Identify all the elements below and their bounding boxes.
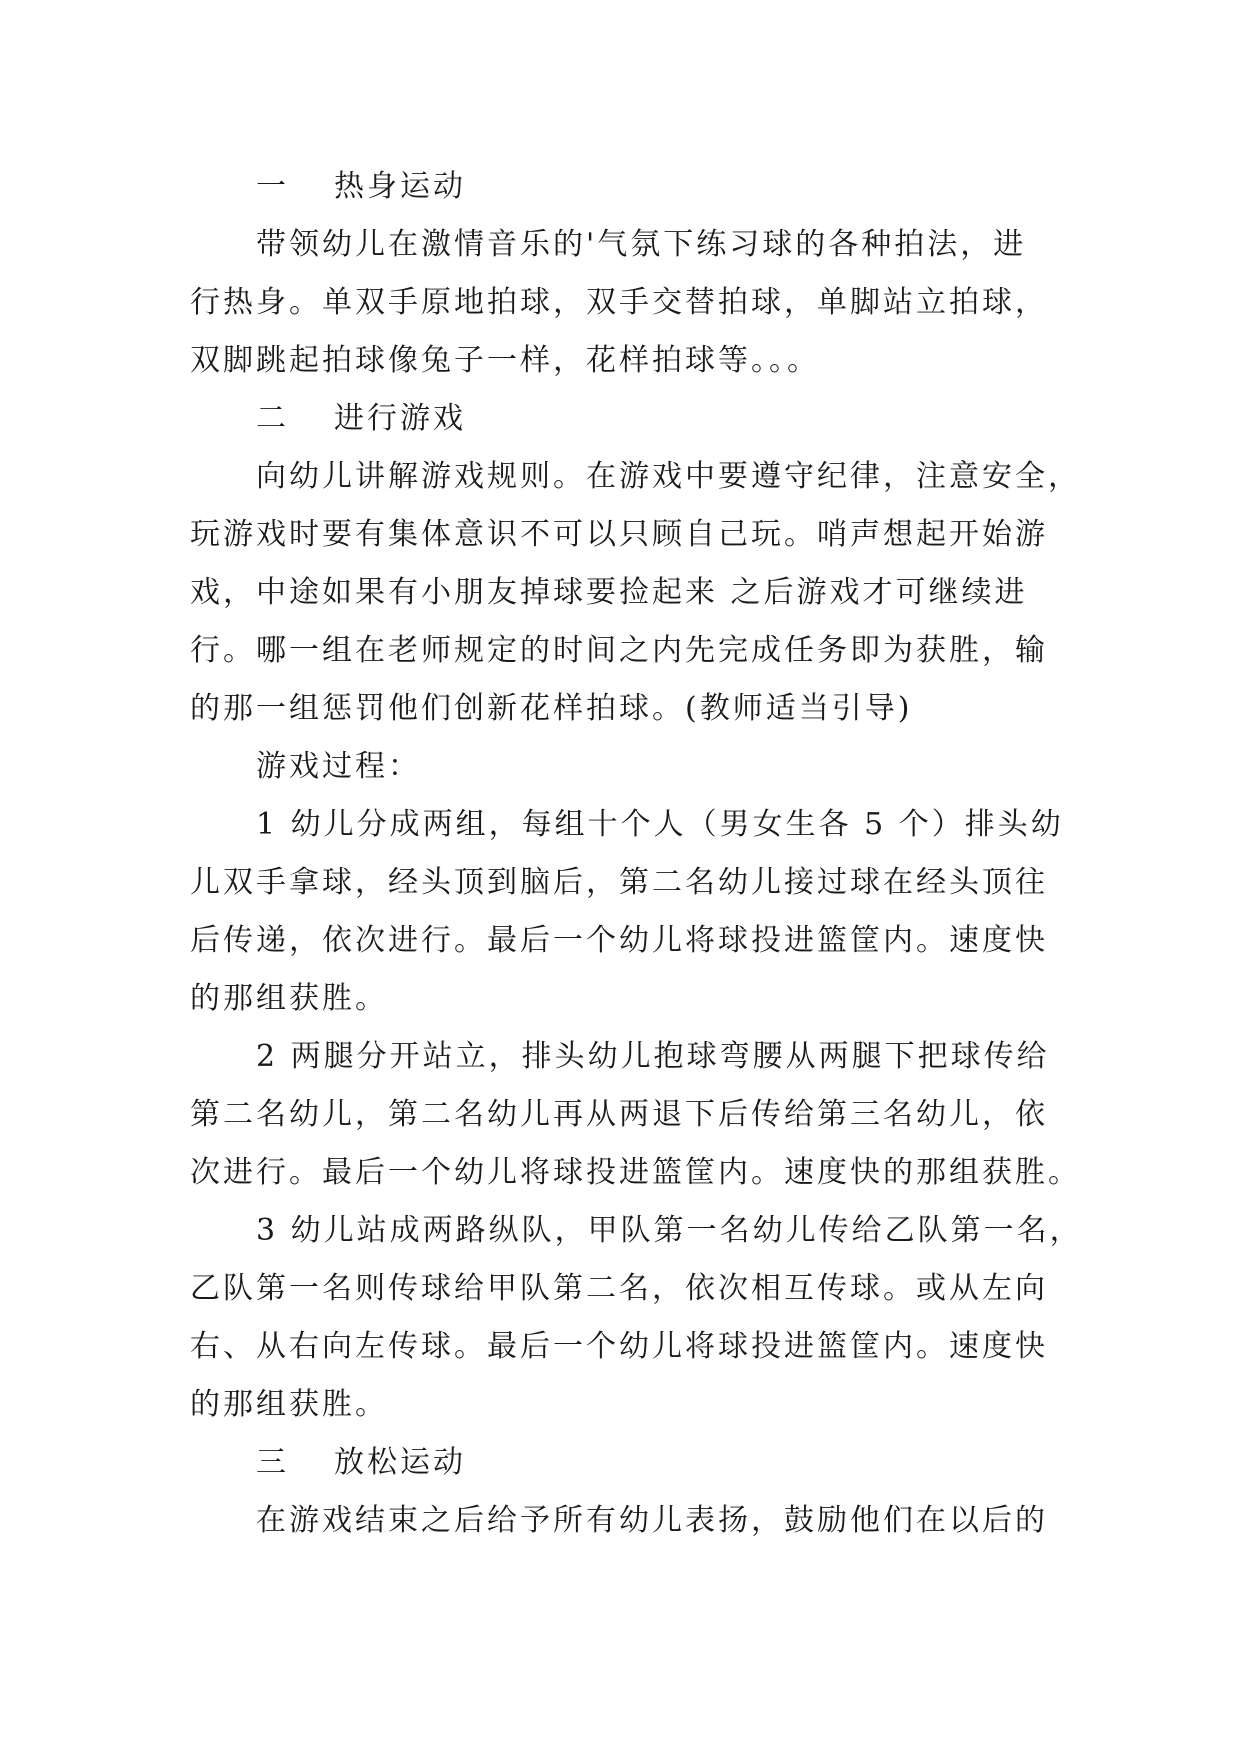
section-heading-cooldown [256,1443,466,1483]
paragraph-line: 乙队第一名则传球给甲队第二名，依次相互传球。或从左向 [190,1271,1048,1306]
paragraph-line: 行。哪一组在老师规定的时间之内先完成任务即为获胜，输 [190,633,1048,668]
paragraph-line: 右、从右向左传球。最后一个幼儿将球投进篮筐内。速度快 [190,1329,1048,1364]
paragraph-line: 1 幼儿分成两组，每组十个人（男女生各 5 个）排头幼 [256,807,1064,842]
paragraph-line: 带领幼儿在激情音乐的'气氛下练习球的各种拍法，进 [256,227,1027,262]
subheading-game-process: 游戏过程： [256,749,421,784]
paragraph-line: 的那一组惩罚他们创新花样拍球。(教师适当引导) [190,691,913,726]
paragraph-line: 向幼儿讲解游戏规则。在游戏中要遵守纪律，注意安全， [256,459,1081,494]
section-heading-warmup [256,167,466,207]
section-number: 二 [256,401,289,436]
paragraph-line: 2 两腿分开站立，排头幼儿抱球弯腰从两腿下把球传给 [256,1039,1050,1074]
paragraph-line: 在游戏结束之后给予所有幼儿表扬，鼓励他们在以后的 [256,1503,1048,1538]
paragraph-line: 行热身。单双手原地拍球，双手交替拍球，单脚站立拍球， [190,285,1048,320]
section-number: 一 [256,169,289,204]
section-title: 进行游戏 [334,401,466,436]
paragraph-line: 玩游戏时要有集体意识不可以只顾自己玩。哨声想起开始游 [190,517,1048,552]
paragraph-line: 3 幼儿站成两路纵队，甲队第一名幼儿传给乙队第一名， [256,1213,1083,1248]
section-title: 热身运动 [334,169,466,204]
paragraph-line: 儿双手拿球，经头顶到脑后，第二名幼儿接过球在经头顶往 [190,865,1048,900]
paragraph-line: 的那组获胜。 [190,1387,388,1422]
paragraph-line: 次进行。最后一个幼儿将球投进篮筐内。速度快的那组获胜。 [190,1155,1081,1190]
section-number: 三 [256,1445,289,1480]
paragraph-line: 的那组获胜。 [190,981,388,1016]
section-title: 放松运动 [334,1445,466,1480]
paragraph-line: 戏，中途如果有小朋友掉球要捡起来 之后游戏才可继续进 [190,575,1028,610]
paragraph-line: 后传递，依次进行。最后一个幼儿将球投进篮筐内。速度快 [190,923,1048,958]
paragraph-line: 第二名幼儿，第二名幼儿再从两退下后传给第三名幼儿，依 [190,1097,1048,1132]
paragraph-line: 双脚跳起拍球像兔子一样，花样拍球等。。。 [190,343,820,378]
section-heading-game [256,399,466,439]
